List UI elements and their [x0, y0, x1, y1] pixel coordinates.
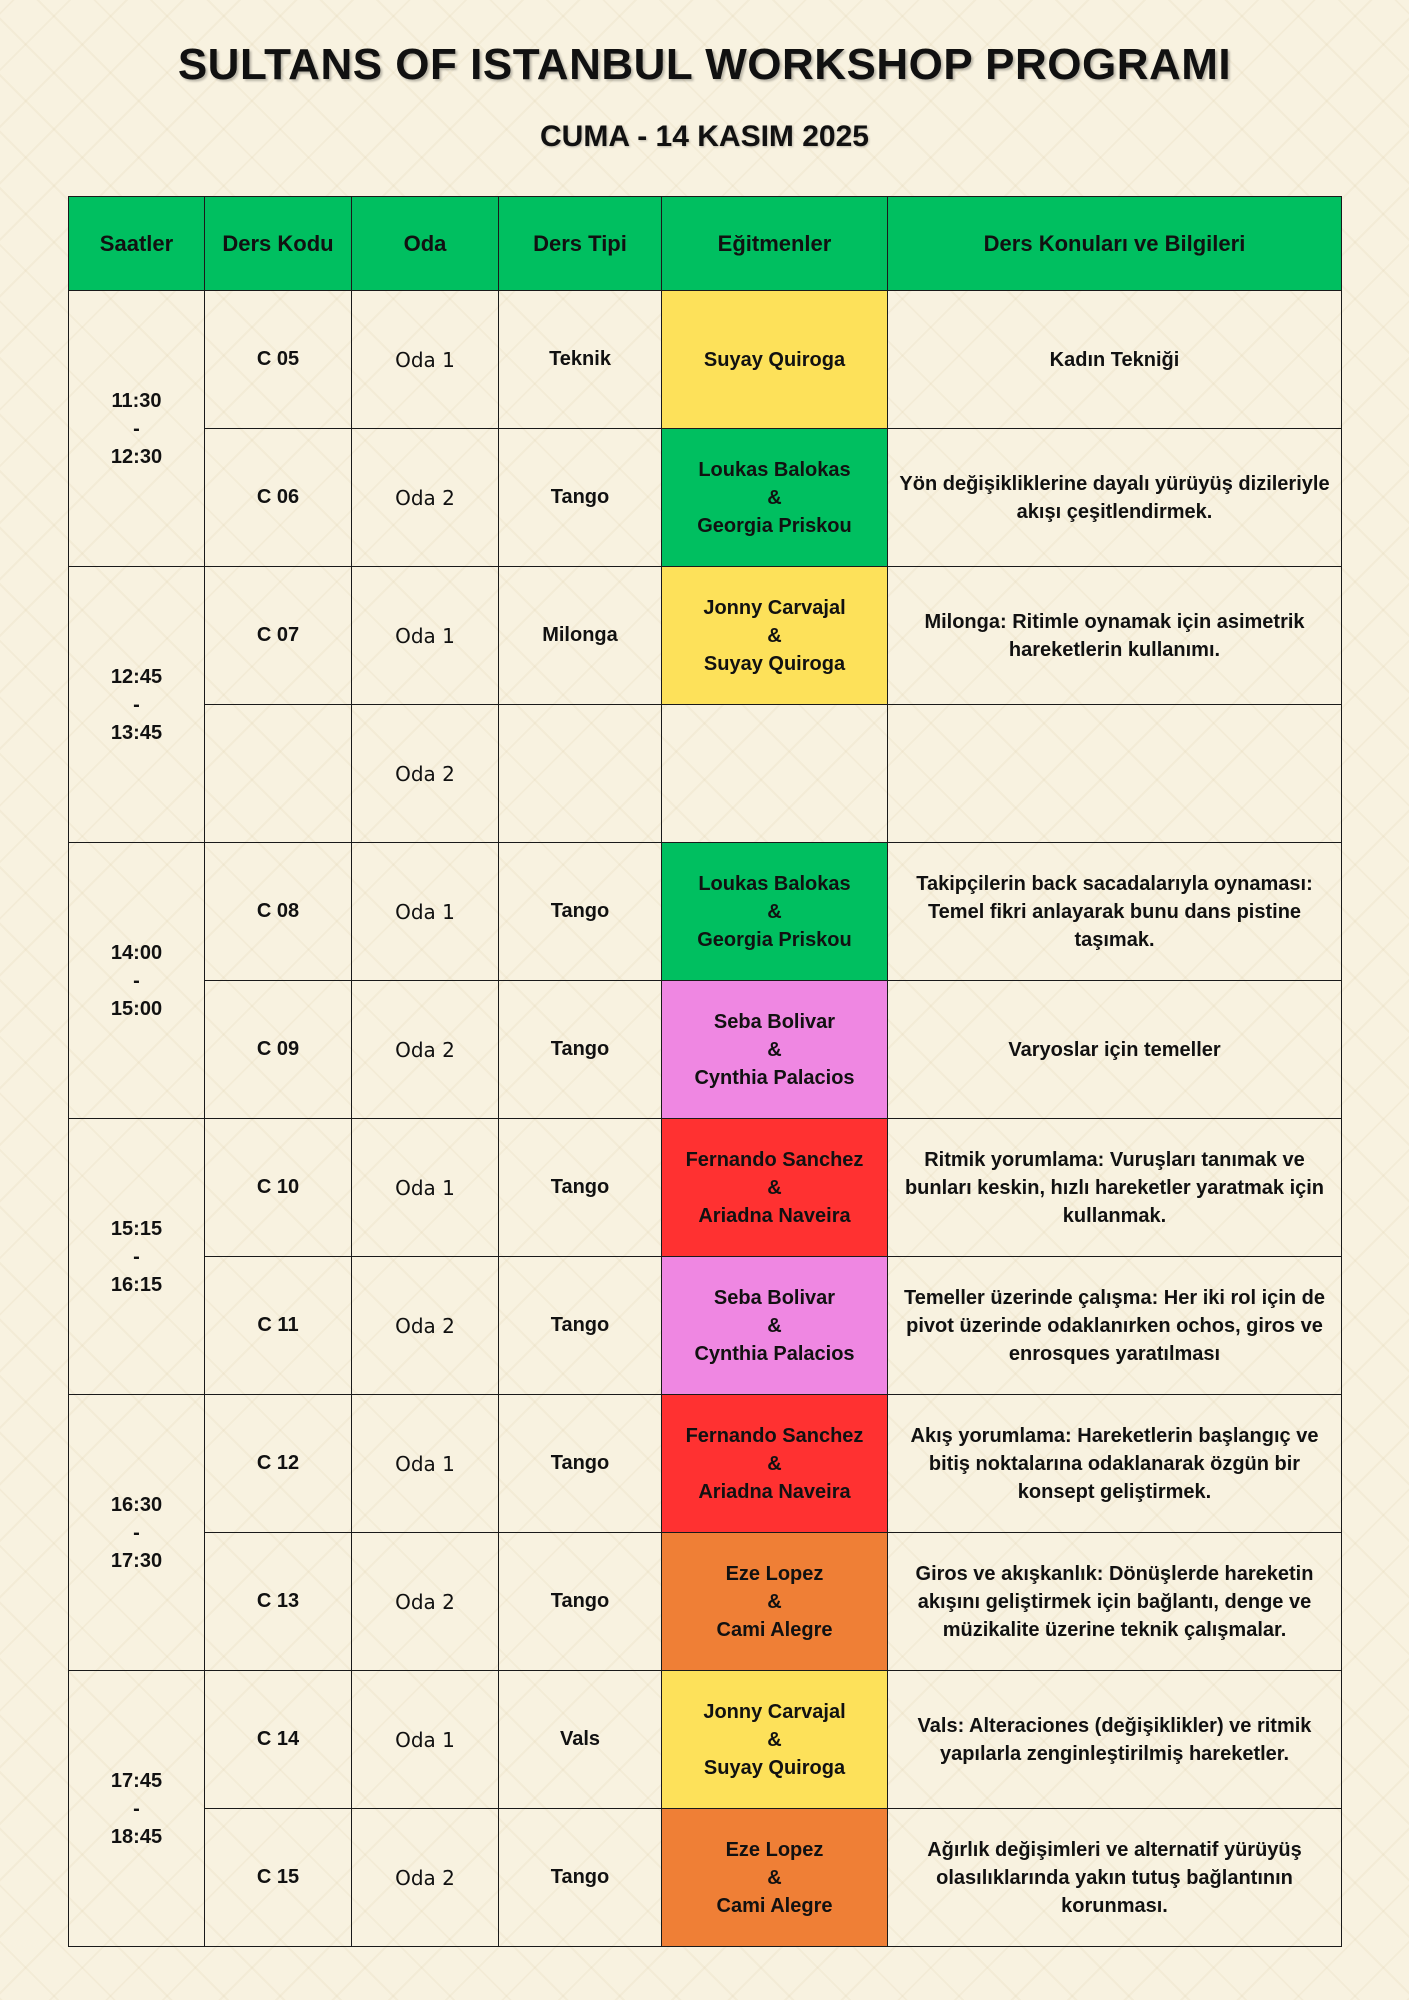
schedule-table — [68, 196, 1342, 1947]
column-header-course-code: Ders Kodu — [205, 197, 352, 291]
instructor-separator: & — [767, 1452, 782, 1475]
instructors-cell — [662, 1395, 888, 1533]
table-row — [69, 567, 1342, 705]
topic-info-cell — [888, 705, 1342, 843]
table-row — [69, 1533, 1342, 1671]
time-start: 15:15 — [110, 1217, 163, 1240]
course-code-cell: C 11 — [205, 1257, 352, 1395]
time-slot-cell — [69, 1395, 205, 1671]
time-slot-cell — [69, 843, 205, 1119]
course-code-cell: C 14 — [205, 1671, 352, 1809]
instructor-name: Seba Bolivar — [713, 1286, 836, 1309]
course-type-cell: Vals — [499, 1671, 662, 1809]
instructor-name: Cynthia Palacios — [694, 1066, 855, 1089]
room-cell: Oda 1 — [352, 843, 499, 981]
course-type-cell — [499, 705, 662, 843]
instructor-name: Fernando Sanchez — [685, 1148, 864, 1171]
topic-info-cell: Kadın Tekniği — [888, 291, 1342, 429]
course-type-cell: Teknik — [499, 291, 662, 429]
course-type-cell: Tango — [499, 1533, 662, 1671]
instructor-separator: & — [767, 1038, 782, 1061]
time-end: 16:15 — [110, 1273, 163, 1296]
time-separator: - — [133, 969, 140, 992]
table-row — [69, 981, 1342, 1119]
room-cell: Oda 1 — [352, 291, 499, 429]
instructor-name: Cami Alegre — [716, 1894, 833, 1917]
schedule-body — [69, 291, 1342, 1947]
instructor-name: Cami Alegre — [716, 1618, 833, 1641]
time-end: 12:30 — [110, 445, 163, 468]
instructor-name: Jonny Carvajal — [703, 1700, 846, 1723]
course-type-cell: Tango — [499, 1257, 662, 1395]
instructors-cell — [662, 291, 888, 429]
time-end: 18:45 — [110, 1825, 163, 1848]
time-separator: - — [133, 1245, 140, 1268]
topic-info-cell: Yön değişikliklerine dayalı yürüyüş dizileriyle akışı çeşitlendirmek. — [888, 429, 1342, 567]
instructor-separator: & — [767, 1314, 782, 1337]
instructor-separator: & — [767, 1866, 782, 1889]
page-title: SULTANS OF ISTANBUL WORKSHOP PROGRAMI — [177, 40, 1232, 89]
instructor-name: Georgia Priskou — [697, 514, 852, 537]
room-cell: Oda 1 — [352, 1671, 499, 1809]
instructors-cell — [662, 1533, 888, 1671]
room-cell: Oda 1 — [352, 567, 499, 705]
instructors-cell — [662, 705, 888, 843]
room-cell: Oda 1 — [352, 1119, 499, 1257]
time-slot-cell — [69, 1671, 205, 1947]
instructor-separator: & — [767, 486, 782, 509]
table-row — [69, 843, 1342, 981]
instructors-cell — [662, 567, 888, 705]
time-end: 13:45 — [110, 721, 163, 744]
instructor-name: Jonny Carvajal — [703, 596, 846, 619]
instructors-cell — [662, 1809, 888, 1947]
instructors-cell — [662, 981, 888, 1119]
course-type-cell: Tango — [499, 429, 662, 567]
time-slot-cell — [69, 1119, 205, 1395]
course-code-cell: C 12 — [205, 1395, 352, 1533]
room-cell: Oda 2 — [352, 429, 499, 567]
time-start: 17:45 — [110, 1769, 163, 1792]
instructor-name: Ariadna Naveira — [698, 1204, 851, 1227]
table-row — [69, 1257, 1342, 1395]
instructor-separator: & — [767, 900, 782, 923]
topic-info-cell: Ritmik yorumlama: Vuruşları tanımak ve bunları keskin, hızlı hareketler yaratmak için kullanmak. — [888, 1119, 1342, 1257]
time-slot-cell — [69, 291, 205, 567]
topic-info-cell: Varyoslar için temeller — [888, 981, 1342, 1119]
topic-info-cell: Temeller üzerinde çalışma: Her iki rol için de pivot üzerinde odaklanırken ochos, giros ve enrosques yaratılması — [888, 1257, 1342, 1395]
column-header-instructors: Eğitmenler — [662, 197, 888, 291]
time-end: 17:30 — [110, 1549, 163, 1572]
course-code-cell: C 13 — [205, 1533, 352, 1671]
course-code-cell: C 09 — [205, 981, 352, 1119]
topic-info-cell: Akış yorumlama: Hareketlerin başlangıç ve bitiş noktalarına odaklanarak özgün bir konsept geliştirmek. — [888, 1395, 1342, 1533]
room-cell: Oda 2 — [352, 981, 499, 1119]
topic-info-cell: Giros ve akışkanlık: Dönüşlerde hareketin akışını geliştirmek için bağlantı, denge ve müzikalite üzerine teknik çalışmalar. — [888, 1533, 1342, 1671]
instructor-separator: & — [767, 1176, 782, 1199]
table-header-row — [69, 197, 1342, 291]
time-start: 16:30 — [110, 1493, 163, 1516]
table-row — [69, 705, 1342, 843]
course-code-cell: C 15 — [205, 1809, 352, 1947]
instructor-name: Eze Lopez — [725, 1562, 824, 1585]
course-code-cell: C 10 — [205, 1119, 352, 1257]
instructor-name: Cynthia Palacios — [694, 1342, 855, 1365]
course-code-cell: C 08 — [205, 843, 352, 981]
course-type-cell: Tango — [499, 1395, 662, 1533]
column-header-hours: Saatler — [69, 197, 205, 291]
instructors-cell — [662, 843, 888, 981]
instructor-separator: & — [767, 1728, 782, 1751]
instructor-name: Suyay Quiroga — [703, 652, 846, 675]
table-row — [69, 1119, 1342, 1257]
course-type-cell: Milonga — [499, 567, 662, 705]
room-cell: Oda 1 — [352, 1395, 499, 1533]
time-separator: - — [133, 1797, 140, 1820]
topic-info-cell: Milonga: Ritimle oynamak için asimetrik hareketlerin kullanımı. — [888, 567, 1342, 705]
instructor-name: Eze Lopez — [725, 1838, 824, 1861]
instructors-cell — [662, 1119, 888, 1257]
column-header-room: Oda — [352, 197, 499, 291]
course-code-cell — [205, 705, 352, 843]
table-row — [69, 1809, 1342, 1947]
instructors-cell — [662, 429, 888, 567]
course-code-cell: C 05 — [205, 291, 352, 429]
course-type-cell: Tango — [499, 843, 662, 981]
instructor-name: Ariadna Naveira — [698, 1480, 851, 1503]
room-cell: Oda 2 — [352, 1533, 499, 1671]
room-cell: Oda 2 — [352, 1809, 499, 1947]
instructor-name: Seba Bolivar — [713, 1010, 836, 1033]
topic-info-cell: Ağırlık değişimleri ve alternatif yürüyüş olasılıklarında yakın tutuş bağlantının korunması. — [888, 1809, 1342, 1947]
time-separator: - — [133, 417, 140, 440]
course-code-cell: C 06 — [205, 429, 352, 567]
course-type-cell: Tango — [499, 981, 662, 1119]
instructor-name: Loukas Balokas — [698, 458, 851, 481]
page-subtitle: CUMA - 14 KASIM 2025 — [540, 120, 869, 153]
instructors-cell — [662, 1671, 888, 1809]
instructor-separator: & — [767, 624, 782, 647]
time-slot-cell — [69, 567, 205, 843]
instructors-cell — [662, 1257, 888, 1395]
instructor-name: Suyay Quiroga — [703, 348, 846, 371]
table-row — [69, 1671, 1342, 1809]
course-type-cell: Tango — [499, 1119, 662, 1257]
instructor-separator: & — [767, 1590, 782, 1613]
instructor-name: Fernando Sanchez — [685, 1424, 864, 1447]
room-cell: Oda 2 — [352, 705, 499, 843]
instructor-name: Georgia Priskou — [697, 928, 852, 951]
column-header-course-type: Ders Tipi — [499, 197, 662, 291]
time-start: 12:45 — [110, 665, 163, 688]
instructor-name: Loukas Balokas — [698, 872, 851, 895]
topic-info-cell: Takipçilerin back sacadalarıyla oynaması: Temel fikri anlayarak bunu dans pistine taşımak. — [888, 843, 1342, 981]
time-end: 15:00 — [110, 997, 163, 1020]
room-cell: Oda 2 — [352, 1257, 499, 1395]
course-code-cell: C 07 — [205, 567, 352, 705]
table-row — [69, 291, 1342, 429]
time-start: 11:30 — [111, 389, 162, 412]
time-start: 14:00 — [110, 941, 163, 964]
time-separator: - — [133, 1521, 140, 1544]
column-header-topics: Ders Konuları ve Bilgileri — [888, 197, 1342, 291]
table-row — [69, 429, 1342, 567]
topic-info-cell: Vals: Alteraciones (değişiklikler) ve ritmik yapılarla zenginleştirilmiş hareketler. — [888, 1671, 1342, 1809]
time-separator: - — [133, 693, 140, 716]
course-type-cell: Tango — [499, 1809, 662, 1947]
instructor-name: Suyay Quiroga — [703, 1756, 846, 1779]
table-row — [69, 1395, 1342, 1533]
